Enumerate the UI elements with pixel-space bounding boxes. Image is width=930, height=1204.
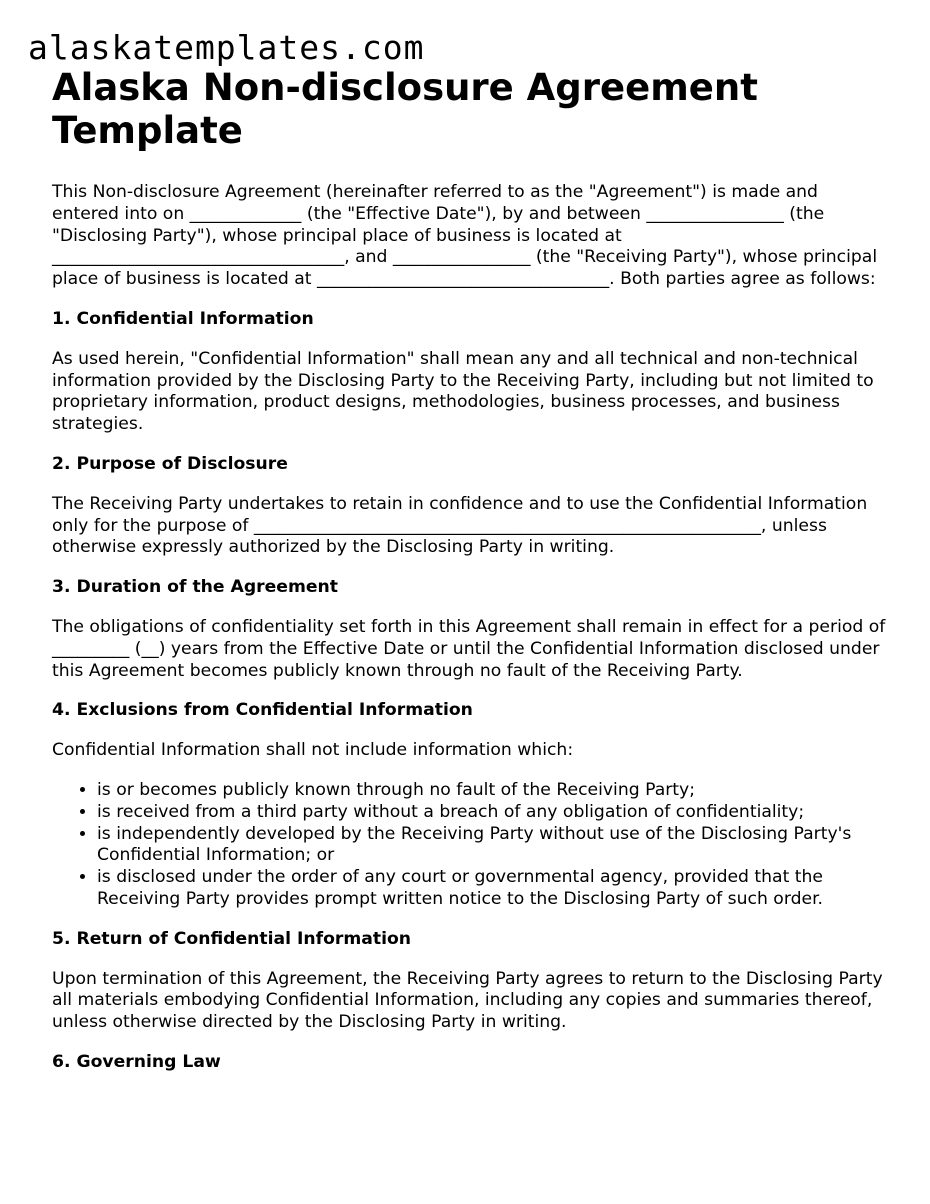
list-item: • is or becomes publicly known through no fault of the Receiving Party; <box>97 780 890 802</box>
section-heading-return: 5. Return of Confidential Information <box>52 928 412 949</box>
section-heading-governing-law: 6. Governing Law <box>52 1051 221 1072</box>
document-title: Alaska Non-disclosure Agreement Template <box>52 66 758 152</box>
section-body-duration: The obligations of confidentiality set forth in this Agreement shall remain in effect for a period of _________ (__) years from the Effective Date or until the Confidential Information disclosed under this Agreement becomes publicly known through no fault of the Receiving Party. <box>52 616 886 681</box>
list-item: • is disclosed under the order of any court or governmental agency, provided that the Receiving Party provides prompt written notice to the Disclosing Party of such order. <box>97 867 890 911</box>
section-heading-duration: 3. Duration of the Agreement <box>52 577 338 598</box>
section-body-purpose-of-disclosure: The Receiving Party undertakes to retain in confidence and to use the Confidential Information only for the purpose of ___________________________________________________________, unless otherwise expressly authorized by the Disclosing Party in writing. <box>52 493 868 558</box>
list-item: • is received from a third party without a breach of any obligation of confidentiality; <box>97 802 890 824</box>
section-heading-exclusions: 4. Exclusions from Confidential Information <box>52 700 473 721</box>
document-body <box>52 66 890 1092</box>
section-body-exclusions: Confidential Information shall not include information which: <box>52 740 574 761</box>
section-heading-confidential-information: 1. Confidential Information <box>52 308 314 329</box>
section-heading-purpose-of-disclosure: 2. Purpose of Disclosure <box>52 453 288 474</box>
section-body-confidential-information: As used herein, "Confidential Information" shall mean any and all technical and non-technical information provided by the Disclosing Party to the Receiving Party, including but not limited to proprietary information, product designs, methodologies, business processes, and business strategies. <box>52 348 874 435</box>
site-watermark: alaskatemplates.com <box>28 28 425 67</box>
intro-paragraph: This Non-disclosure Agreement (hereinafter referred to as the "Agreement") is made and entered into on _____________ (the "Effective Date"), by and between ________________ (the "Disclosing Party"), whose principal place of business is located at __________________________________, and ________________ (the "Receiving Party"), whose principal place of business is located at __________________________________. Both parties agree as follows: <box>52 182 878 290</box>
list-item: • is independently developed by the Receiving Party without use of the Disclosing Party's Confidential Information; or <box>97 824 890 868</box>
section-body-return: Upon termination of this Agreement, the Receiving Party agrees to return to the Disclosing Party all materials embodying Confidential Information, including any copies and summaries thereof, unless otherwise directed by the Disclosing Party in writing. <box>52 968 883 1033</box>
exclusions-list <box>52 780 890 911</box>
